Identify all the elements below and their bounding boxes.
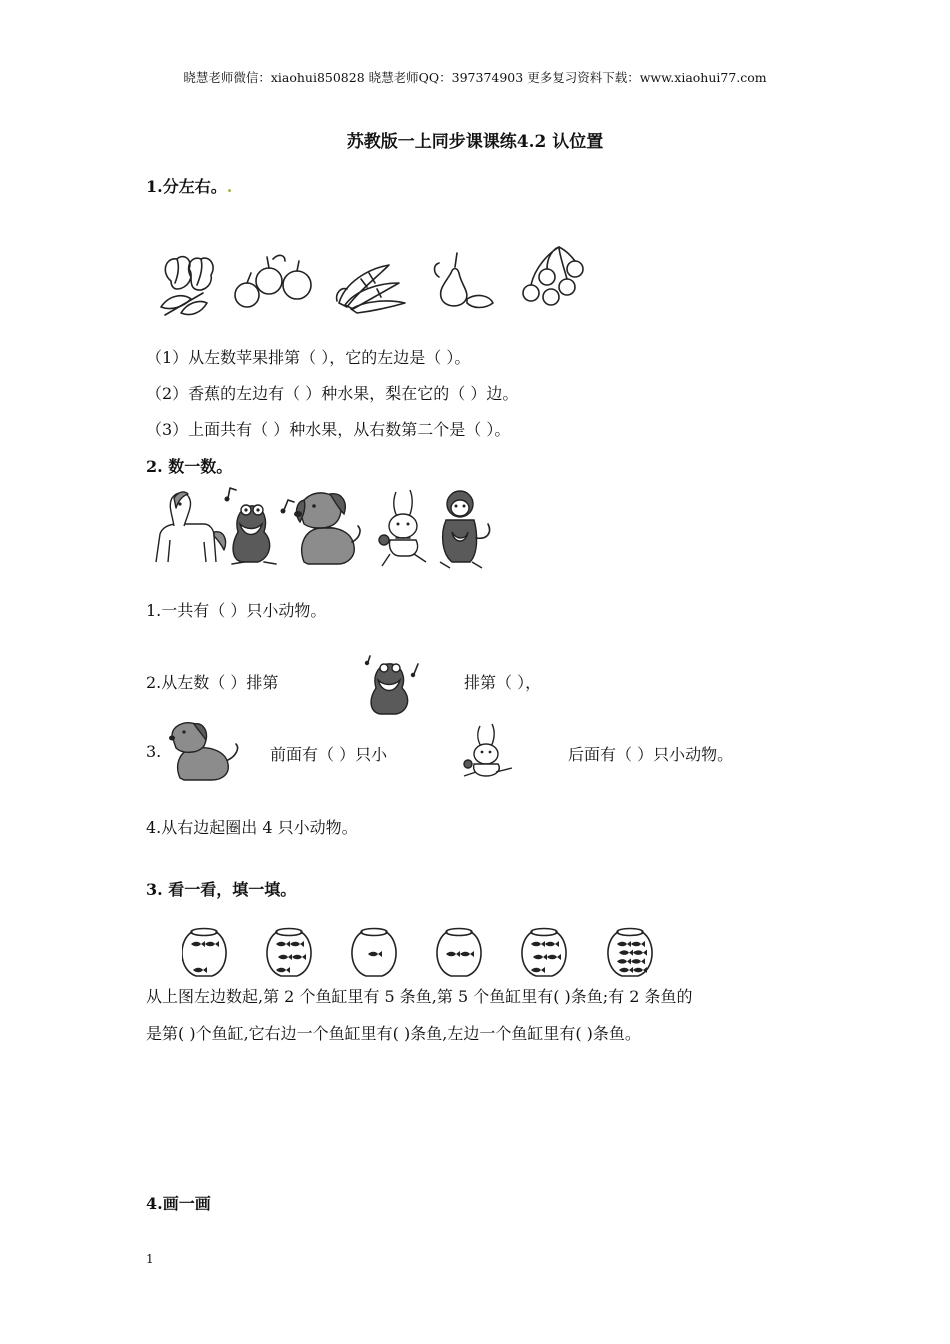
fish-icon: [446, 951, 460, 957]
cherry-icon: [523, 247, 583, 305]
q2-line-1: 1.一共有（ ）只小动物。: [146, 601, 327, 620]
fish-bowl-1: [182, 929, 226, 977]
frog-icon: [225, 488, 295, 564]
fish-bowl-3: [352, 929, 396, 977]
fish-icon: [531, 967, 545, 973]
fish-icon: [276, 967, 290, 973]
q2-line-3c: 后面有（ ）只小动物。: [568, 745, 734, 764]
fish-bowl-6: [608, 929, 652, 977]
apple-icon: [235, 255, 311, 307]
fish-icon: [619, 950, 633, 956]
q1-heading: 1.分左右。.: [146, 177, 233, 196]
banana-icon: [337, 265, 405, 313]
fish-icon: [631, 958, 645, 964]
fish-icon: [619, 967, 633, 973]
fish-icon: [633, 950, 647, 956]
fish-icon: [617, 941, 631, 947]
fish-icon: [278, 954, 292, 960]
q3-heading: 3. 看一看，填一填。: [146, 880, 297, 899]
q2-line-3a: 3.: [146, 742, 162, 761]
q3-line-2: 是第( )个鱼缸,它右边一个鱼缸里有( )条鱼,左边一个鱼缸里有( )条鱼。: [146, 1024, 641, 1043]
rabbit-inline-icon: [454, 722, 520, 780]
fish-bowl-5: [522, 929, 566, 977]
q1-line-1: （1）从左数苹果排第（ ），它的左边是（ ）。: [146, 348, 471, 367]
fish-bowl-4: [437, 929, 481, 977]
q1-line-2: （2）香蕉的左边有（ ）种水果，梨在它的（ ）边。: [146, 384, 519, 403]
fish-icon: [631, 941, 645, 947]
q4-heading: 4.画一画: [146, 1194, 211, 1213]
dog-icon: [294, 493, 360, 564]
page-title: 苏教版一上同步课课练4.2 认位置: [346, 132, 604, 152]
frog-inline-icon: [354, 654, 426, 716]
fish-icon: [292, 954, 306, 960]
q1-line-3: （3）上面共有（ ）种水果，从右数第二个是（ ）。: [146, 420, 511, 439]
rabbit-icon: [379, 490, 426, 566]
fish-icon: [533, 954, 547, 960]
horse-icon: [156, 492, 226, 562]
q2-line-3b: 前面有（ ）只小: [270, 745, 388, 764]
q3-line-1: 从上图左边数起,第 2 个鱼缸里有 5 条鱼,第 5 个鱼缸里有( )条鱼;有 2 条鱼的: [146, 987, 693, 1006]
page-header: 晓慧老师微信：xiaohui850828 晓慧老师QQ：397374903 更多复习资料下载：www.xiaohui77.com: [183, 70, 767, 85]
fish-bowl-2: [267, 929, 311, 977]
q2-line-2b: 排第（ ），: [464, 673, 542, 692]
q2-line-2a: 2.从左数（ ）排第: [146, 673, 279, 692]
fish-icon: [368, 951, 382, 957]
fish-icon: [617, 958, 631, 964]
fish-icon: [191, 941, 205, 947]
fish-icon: [205, 941, 219, 947]
dog-inline-icon: [168, 720, 248, 784]
fish-icon: [545, 941, 559, 947]
fish-icon: [276, 941, 290, 947]
fish-icon: [290, 941, 304, 947]
fish-icon: [531, 941, 545, 947]
page-number: 1: [146, 1252, 154, 1266]
fish-bowl-row: [182, 924, 672, 982]
fish-icon: [193, 967, 207, 973]
fruit-row: [155, 243, 595, 323]
q2-line-4: 4.从右边起圈出 4 只小动物。: [146, 818, 358, 837]
fish-icon: [460, 951, 474, 957]
pear-icon: [435, 253, 494, 308]
peach-icon: [161, 257, 213, 315]
animal-row: [148, 484, 498, 574]
monkey-icon: [440, 491, 490, 568]
fish-icon: [547, 954, 561, 960]
q2-heading: 2. 数一数。: [146, 457, 233, 476]
